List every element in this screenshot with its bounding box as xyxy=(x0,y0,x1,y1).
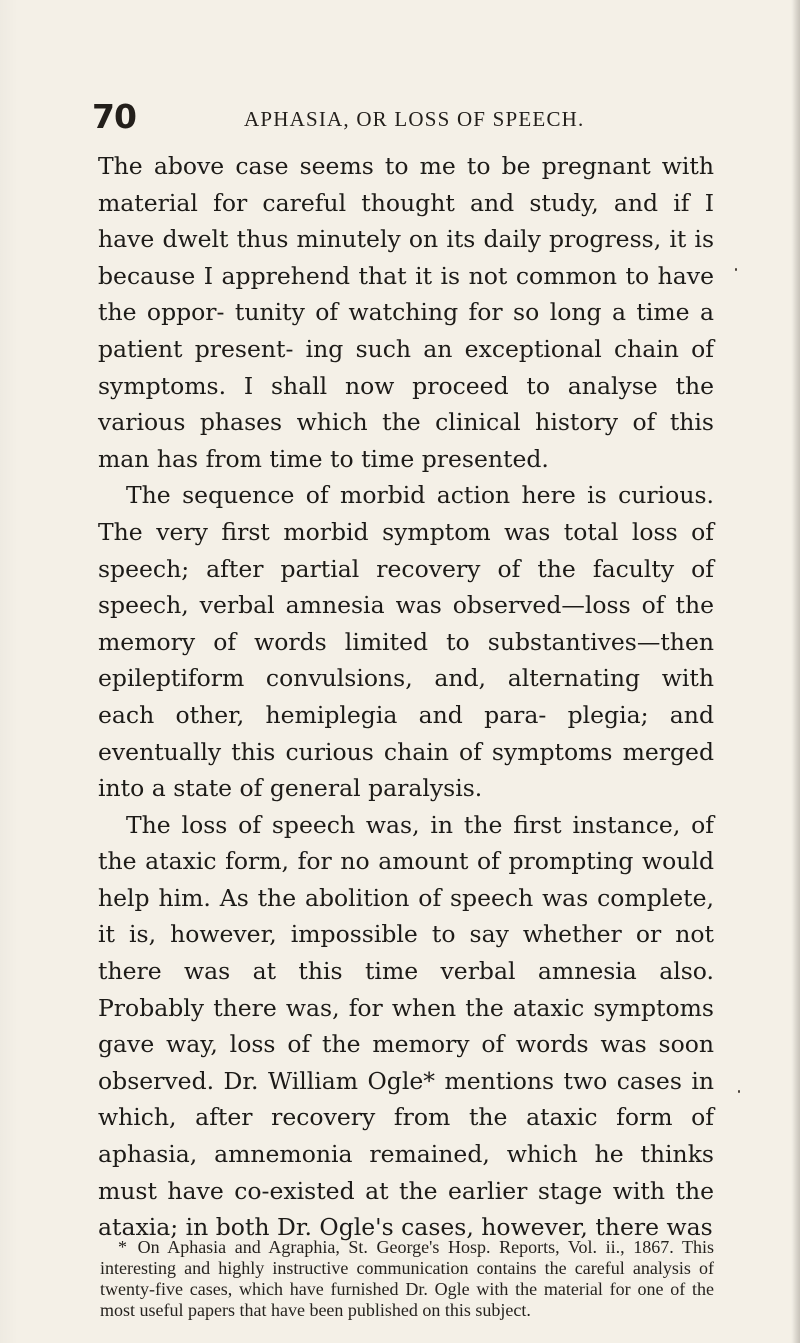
footnote-mark: * xyxy=(118,1237,127,1257)
paragraph-3: The loss of speech was, in the first instance, of the ataxic form, for no amount of prompting would help him. As the abolition of speech was complete, it is, however, impossible to say whether or not there was at this time verbal amnesia also. Probably there was, for when the ataxic symptoms gave way, loss of the memory of words was soon observed. Dr. William Ogle* mentions two cases in which, after recovery from the ataxic form of aphasia, amnemonia remained, which he thinks must have co-existed at the earlier stage with the ataxia; in both Dr. Ogle's cases, however, there was xyxy=(98,810,714,1242)
body-text xyxy=(98,148,714,1246)
footnote xyxy=(100,1237,714,1321)
running-title: APHASIA, OR LOSS OF SPEECH. xyxy=(244,107,585,131)
paper-speck xyxy=(738,1090,740,1093)
page-number: 70 xyxy=(92,97,136,136)
page-edge-shadow xyxy=(792,0,800,1343)
paper-speck xyxy=(735,268,737,271)
paragraph-2: The sequence of morbid action here is curious. The very first morbid symptom was total loss of speech; after partial recovery of the faculty of speech, verbal amnesia was observed—loss of the memory of words limited to substantives—then epileptiform convulsions, and, alternating with each other, hemiplegia and para- plegia; and eventually this curious chain of symptoms merged into a state of general paralysis. xyxy=(98,481,714,803)
paragraph-1: The above case seems to me to be pregnant with material for careful thought and study, and if I have dwelt thus minutely on its daily progress, it is because I apprehend that it is not common to have the oppor- tunity of watching for so long a time a patient present- ing such an exceptional chain of symptoms. I shall now proceed to analyse the various phases which the clinical history of this man has from time to time presented. xyxy=(98,152,714,473)
footnote-text: On Aphasia and Agraphia, St. George's Hosp. Reports, Vol. ii., 1867. This interesting and highly instructive communication contains the careful analysis of twenty-five cases, which have furnished Dr. Ogle with the material for one of the most useful papers that have been published on this subject. xyxy=(100,1237,714,1320)
running-head xyxy=(92,97,732,141)
